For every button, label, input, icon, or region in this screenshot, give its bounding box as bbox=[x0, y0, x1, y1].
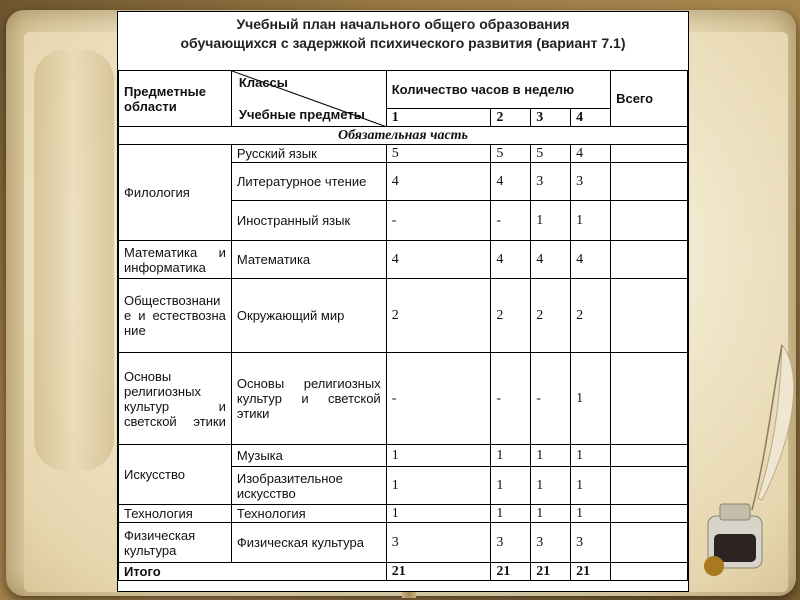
value-cell: 4 bbox=[571, 241, 611, 279]
value-cell: 1 bbox=[386, 445, 491, 467]
inkpot-icon bbox=[700, 496, 770, 576]
subject-cell: Основы религиозных культур и светской этики bbox=[231, 353, 386, 445]
header-classes: Классы bbox=[238, 74, 288, 90]
value-cell: 5 bbox=[386, 145, 491, 163]
value-cell: - bbox=[531, 353, 571, 445]
table-row bbox=[119, 279, 688, 353]
header-classes-subjects bbox=[231, 71, 386, 127]
value-cell: - bbox=[386, 353, 491, 445]
table-row bbox=[119, 145, 688, 163]
total-cell bbox=[611, 467, 688, 505]
value-cell: 2 bbox=[531, 279, 571, 353]
total-value: 21 bbox=[531, 563, 571, 581]
area-cell: Математика и информатика bbox=[119, 241, 232, 279]
subject-cell: Математика bbox=[231, 241, 386, 279]
total-value: 21 bbox=[491, 563, 531, 581]
total-cell bbox=[611, 353, 688, 445]
total-cell bbox=[611, 563, 688, 581]
value-cell: 1 bbox=[386, 505, 491, 523]
value-cell: 3 bbox=[571, 163, 611, 201]
area-cell: Искусство bbox=[119, 445, 232, 505]
value-cell: 1 bbox=[571, 201, 611, 241]
subject-cell: Русский язык bbox=[231, 145, 386, 163]
header-grade-1: 1 bbox=[386, 109, 491, 127]
value-cell: 4 bbox=[491, 163, 531, 201]
table-row bbox=[119, 241, 688, 279]
value-cell: 3 bbox=[531, 163, 571, 201]
area-cell: Технология bbox=[119, 505, 232, 523]
subject-cell: Окружающий мир bbox=[231, 279, 386, 353]
subject-cell: Музыка bbox=[231, 445, 386, 467]
subject-cell: Физическая культура bbox=[231, 523, 386, 563]
value-cell: 5 bbox=[491, 145, 531, 163]
parchment-scroll-decoration bbox=[34, 50, 114, 470]
total-value: 21 bbox=[386, 563, 491, 581]
value-cell: 2 bbox=[491, 279, 531, 353]
value-cell: 5 bbox=[531, 145, 571, 163]
value-cell: 1 bbox=[531, 467, 571, 505]
value-cell: 1 bbox=[531, 201, 571, 241]
total-cell bbox=[611, 241, 688, 279]
total-cell bbox=[611, 145, 688, 163]
total-cell bbox=[611, 201, 688, 241]
title-line-2: обучающихся с задержкой психического развития (вариант 7.1) bbox=[180, 35, 626, 51]
value-cell: - bbox=[491, 353, 531, 445]
total-value: 21 bbox=[571, 563, 611, 581]
value-cell: - bbox=[491, 201, 531, 241]
table-row bbox=[119, 353, 688, 445]
header-total: Всего bbox=[611, 71, 688, 127]
value-cell: 1 bbox=[571, 445, 611, 467]
value-cell: 3 bbox=[386, 523, 491, 563]
value-cell: 2 bbox=[386, 279, 491, 353]
value-cell: 1 bbox=[491, 445, 531, 467]
table-row bbox=[119, 505, 688, 523]
value-cell: 1 bbox=[531, 505, 571, 523]
table-row bbox=[119, 445, 688, 467]
total-cell bbox=[611, 445, 688, 467]
value-cell: 2 bbox=[571, 279, 611, 353]
total-cell bbox=[611, 163, 688, 201]
header-hours: Количество часов в неделю bbox=[386, 71, 610, 109]
value-cell: 3 bbox=[531, 523, 571, 563]
total-cell bbox=[611, 279, 688, 353]
curriculum-table bbox=[118, 70, 688, 581]
title-line-1: Учебный план начального общего образования bbox=[236, 16, 570, 32]
document-title bbox=[118, 12, 688, 71]
table-row bbox=[119, 523, 688, 563]
subject-cell: Литературное чтение bbox=[231, 163, 386, 201]
value-cell: 4 bbox=[571, 145, 611, 163]
value-cell: 1 bbox=[571, 467, 611, 505]
area-cell: Физическая культура bbox=[119, 523, 232, 563]
total-cell bbox=[611, 505, 688, 523]
value-cell: 1 bbox=[531, 445, 571, 467]
header-subjects: Учебные предметы bbox=[238, 106, 365, 122]
total-label: Итого bbox=[119, 563, 387, 581]
area-cell: Обществознание и естествознание bbox=[119, 279, 232, 353]
area-cell: Филология bbox=[119, 145, 232, 241]
subject-cell: Изобразительное искусство bbox=[231, 467, 386, 505]
curriculum-document bbox=[117, 11, 689, 592]
value-cell: 1 bbox=[491, 505, 531, 523]
total-row bbox=[119, 563, 688, 581]
header-grade-3: 3 bbox=[531, 109, 571, 127]
value-cell: 4 bbox=[386, 241, 491, 279]
value-cell: 3 bbox=[491, 523, 531, 563]
subject-cell: Технология bbox=[231, 505, 386, 523]
value-cell: 1 bbox=[571, 353, 611, 445]
area-cell: Основы религиозных культур и светской этики bbox=[119, 353, 232, 445]
header-grade-4: 4 bbox=[571, 109, 611, 127]
value-cell: 4 bbox=[531, 241, 571, 279]
header-grade-2: 2 bbox=[491, 109, 531, 127]
value-cell: 1 bbox=[386, 467, 491, 505]
total-cell bbox=[611, 523, 688, 563]
header-areas: Предметные области bbox=[119, 71, 232, 127]
value-cell: 1 bbox=[571, 505, 611, 523]
quill-feather-icon bbox=[722, 340, 800, 520]
value-cell: 1 bbox=[491, 467, 531, 505]
value-cell: 3 bbox=[571, 523, 611, 563]
value-cell: 4 bbox=[386, 163, 491, 201]
subject-cell: Иностранный язык bbox=[231, 201, 386, 241]
section-mandatory: Обязательная часть bbox=[119, 127, 688, 145]
value-cell: - bbox=[386, 201, 491, 241]
value-cell: 4 bbox=[491, 241, 531, 279]
